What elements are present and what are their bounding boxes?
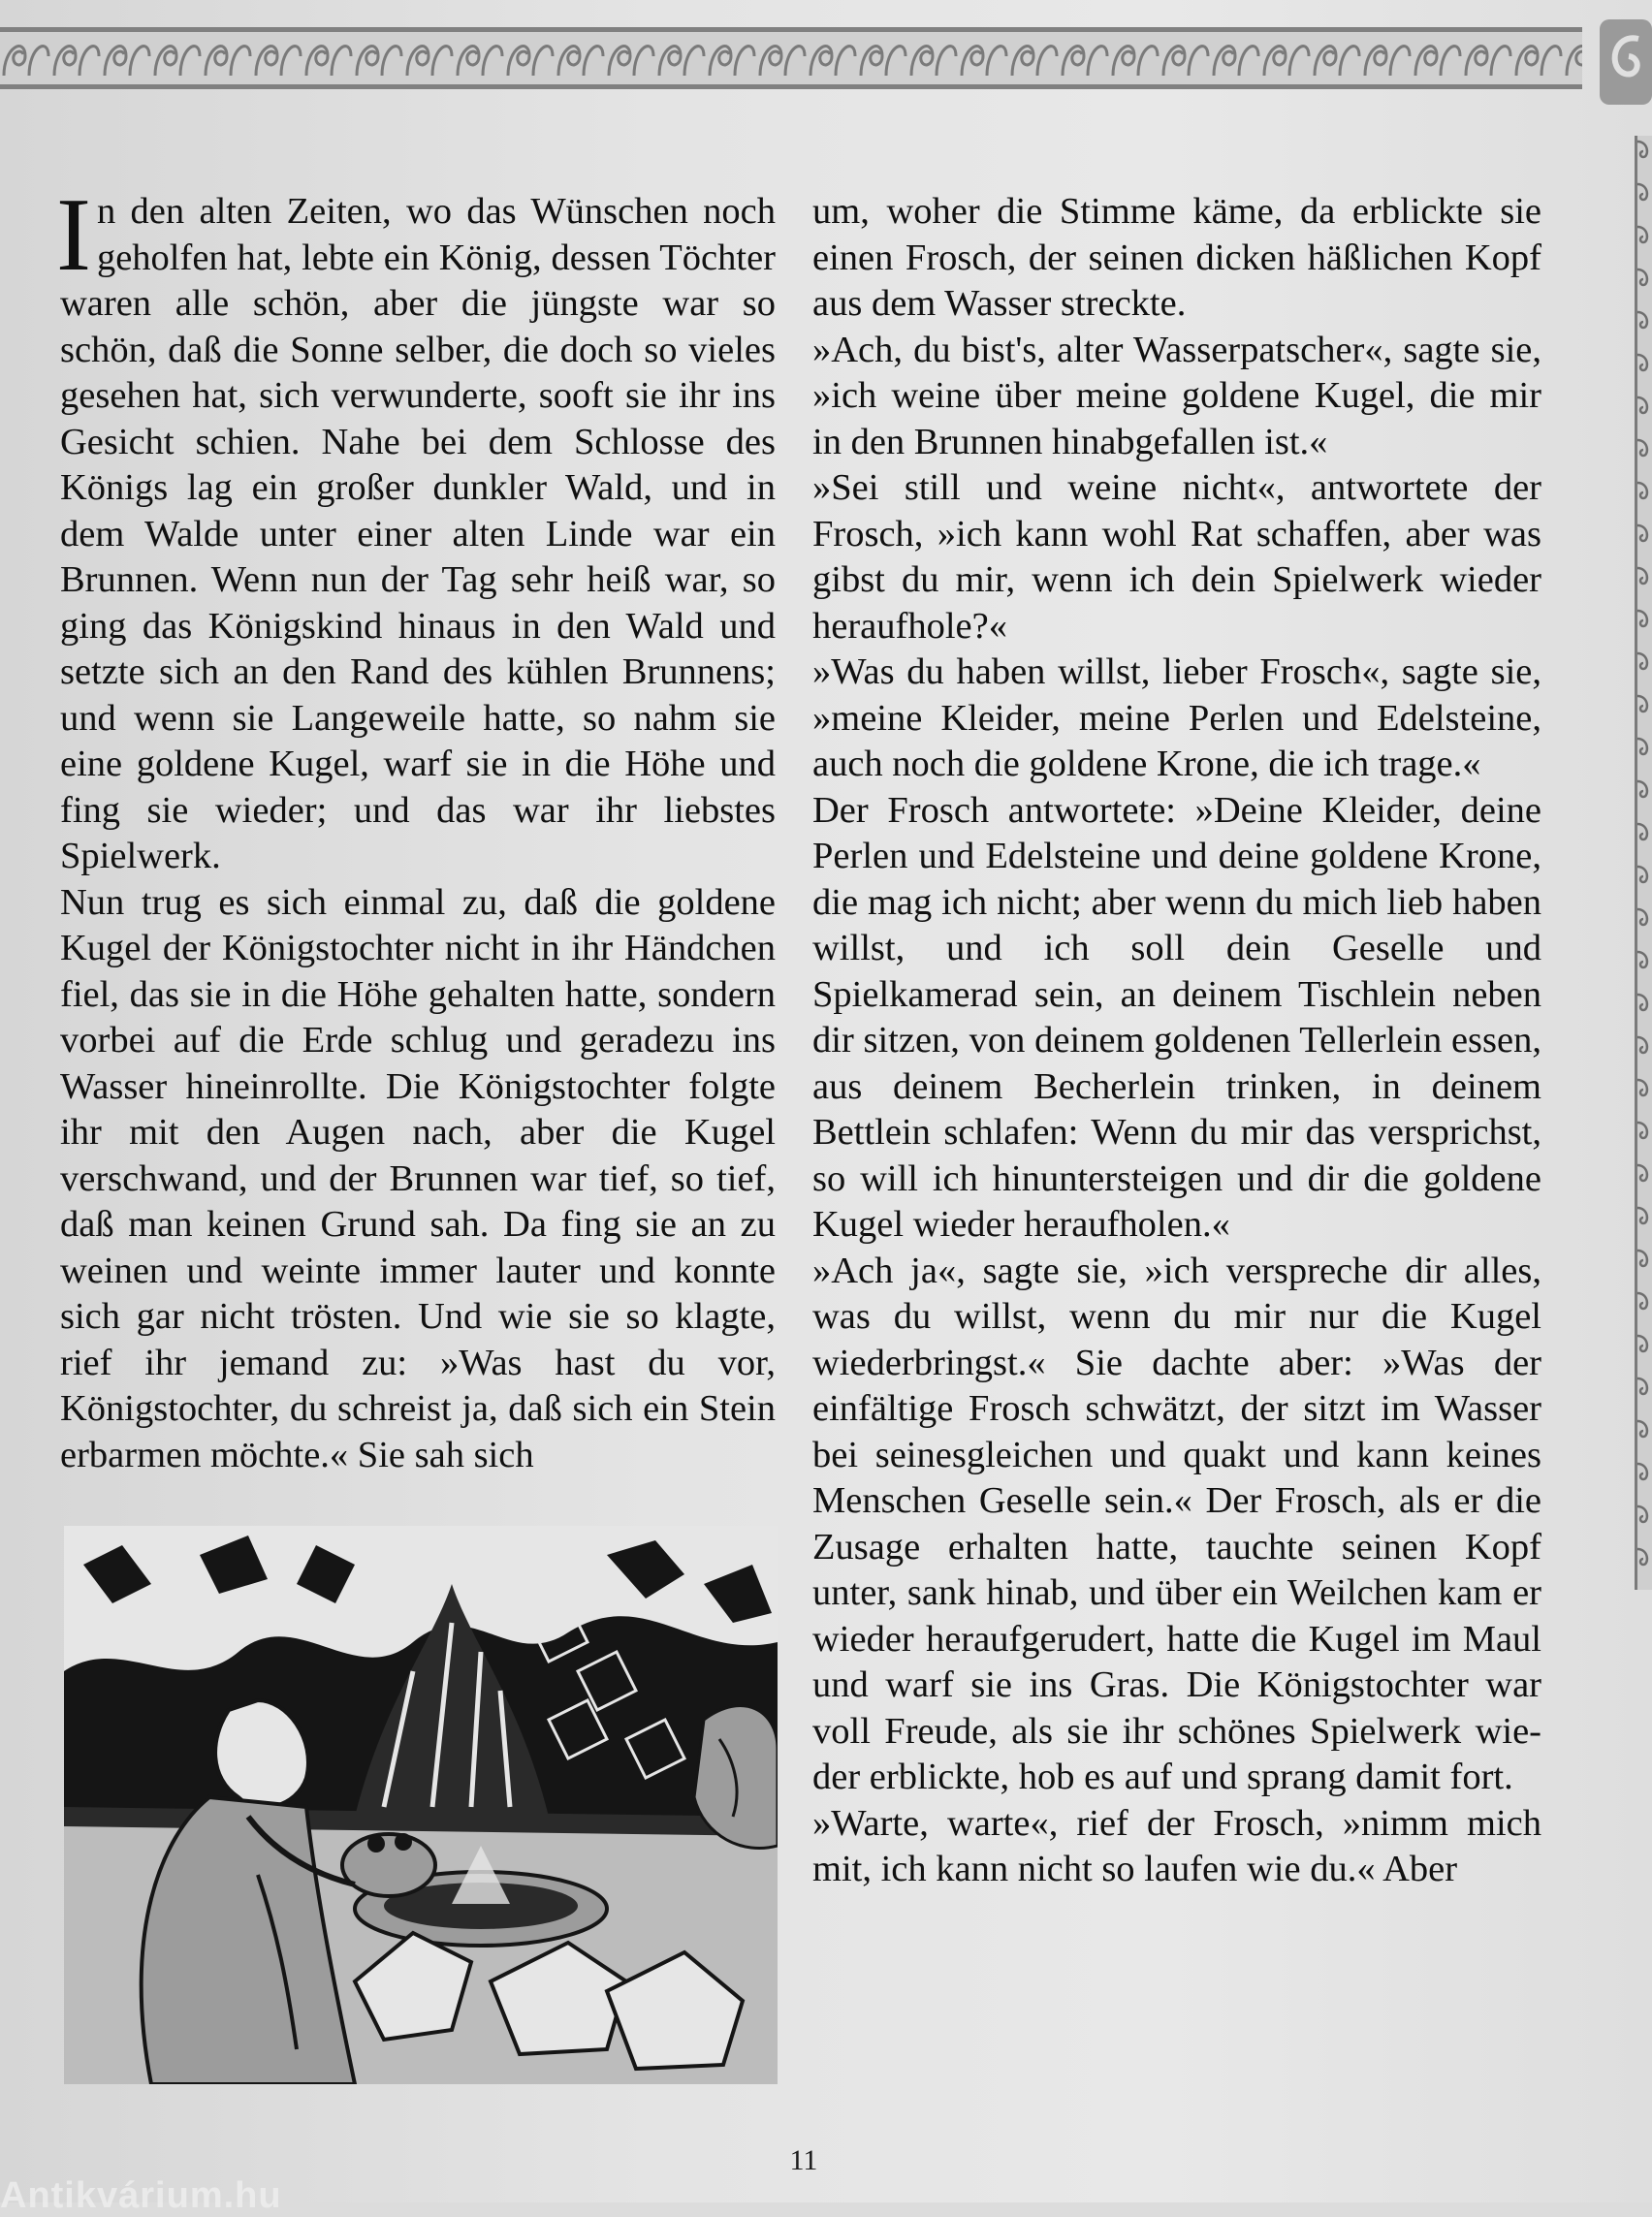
right-text-column — [812, 189, 1541, 1893]
watermark: Antikvárium.hu — [0, 2175, 282, 2216]
paragraph-4: »Ach, du bist's, alter Wasserpatscher«, sagte sie, »ich weine über meine goldene Kugel, die mir in den Brunnen hinabgefallen ist.« — [812, 329, 1541, 462]
paragraph-1 — [56, 177, 776, 880]
paragraph-7: Der Frosch antwortete: »Deine Kleider, deine Perlen und Edelsteine und deine goldene Krone, die mag ich nicht; aber wenn du mich lieb haben willst, und ich soll dein Geselle und Spielkamerad sein, an deinem Tischlein neben dir sitzen, von deinem goldenen Tellerlein essen, aus deinem Becherlein trinken, in deinem Bettlein schlafen: Wenn du mir das versprichst, so will ich hinuntersteigen und dir die goldene Kugel wieder heraufholen.« — [812, 789, 1541, 1245]
ornamental-corner — [1600, 19, 1652, 105]
ornamental-top-border — [0, 19, 1582, 97]
paragraph-9: »Warte, warte«, rief der Frosch, »nimm mich mit, ich kann nicht so laufen wie du.« Aber — [812, 1802, 1541, 1889]
frog-prince-illustration — [64, 1526, 778, 2084]
paragraph-1-text: n den alten Zeiten, wo das Wünschen noch geholfen hat, lebte ein König, dessen Töchter waren alle schön, aber die jüngste war so schön, daß die Sonne selber, die doch so vieles gesehen hat, sich verwunderte, sooft sie ihr ins Gesicht schien. Nahe bei dem Schlosse des Königs lag ein großer dunkler Wald, und in dem Walde unter einer alten Linde war ein Brunnen. Wenn nun der Tag sehr heiß war, so ging das Königskind hinaus in den Wald und setzte sich an den Rand des kühlen Brunnens; und wenn sie Langeweile hatte, so nahm sie eine goldene Kugel, warf sie in die Höhe und fing sie wieder; und das war ihr liebstes Spielwerk. — [60, 191, 776, 876]
paragraph-5: »Sei still und weine nicht«, antwortete der Frosch, »ich kann wohl Rat schaffen, aber was gibst du mir, wenn ich dein Spielwerk wieder heraufhole?« — [812, 467, 1541, 647]
paragraph-3: um, woher die Stimme käme, da erblickte sie einen Frosch, der seinen dicken häßlichen Kopf aus dem Wasser streckte. — [812, 191, 1541, 324]
drop-cap: I — [56, 177, 91, 293]
ornamental-right-border — [1635, 136, 1652, 1590]
left-text-column — [56, 177, 776, 1478]
paragraph-2: Nun trug es sich einmal zu, daß die goldene Kugel der Königstochter nicht in ihr Händchen fiel, das sie in die Höhe gehalten hatte, sondern vorbei auf die Erde schlug und geradezu ins Wasser hineinrollte. Die Königstochter folgte ihr mit den Augen nach, aber die Kugel verschwand, und der Brunnen war tief, so tief, daß man keinen Grund sah. Da fing sie an zu weinen und weinte immer lauter und konnte sich gar nicht trösten. Und wie sie so klagte, rief ihr jemand zu: »Was hast du vor, Königstochter, du schreist ja, daß sich ein Stein erbarmen möchte.« Sie sah sich — [60, 881, 776, 1475]
paragraph-6: »Was du haben willst, lieber Frosch«, sagte sie, »meine Kleider, meine Perlen und Edelsteine, auch noch die goldene Krone, die ich trage.« — [812, 651, 1541, 784]
page-number: 11 — [789, 2144, 818, 2176]
illustration-artwork — [64, 1526, 778, 2084]
paragraph-8: »Ach ja«, sagte sie, »ich verspreche dir alles, was du willst, wenn du mir nur die Kugel wiederbringst.« Sie dachte aber: »Was der einfältige Frosch schwätzt, der sitzt im Wasser bei seinesgleichen und quakt und kann keines Menschen Geselle sein.« Der Frosch, als er die Zusage erhalten hatte, tauchte seinen Kopf unter, sank hinab, und über ein Weilchen kam er wieder heraufgerudert, hatte die Kugel im Maul und warf sie ins Gras. Die Königstochter war voll Freude, als sie ihr schönes Spielwerk wieder erblickte, hob es auf und sprang damit fort. — [812, 1250, 1541, 1797]
